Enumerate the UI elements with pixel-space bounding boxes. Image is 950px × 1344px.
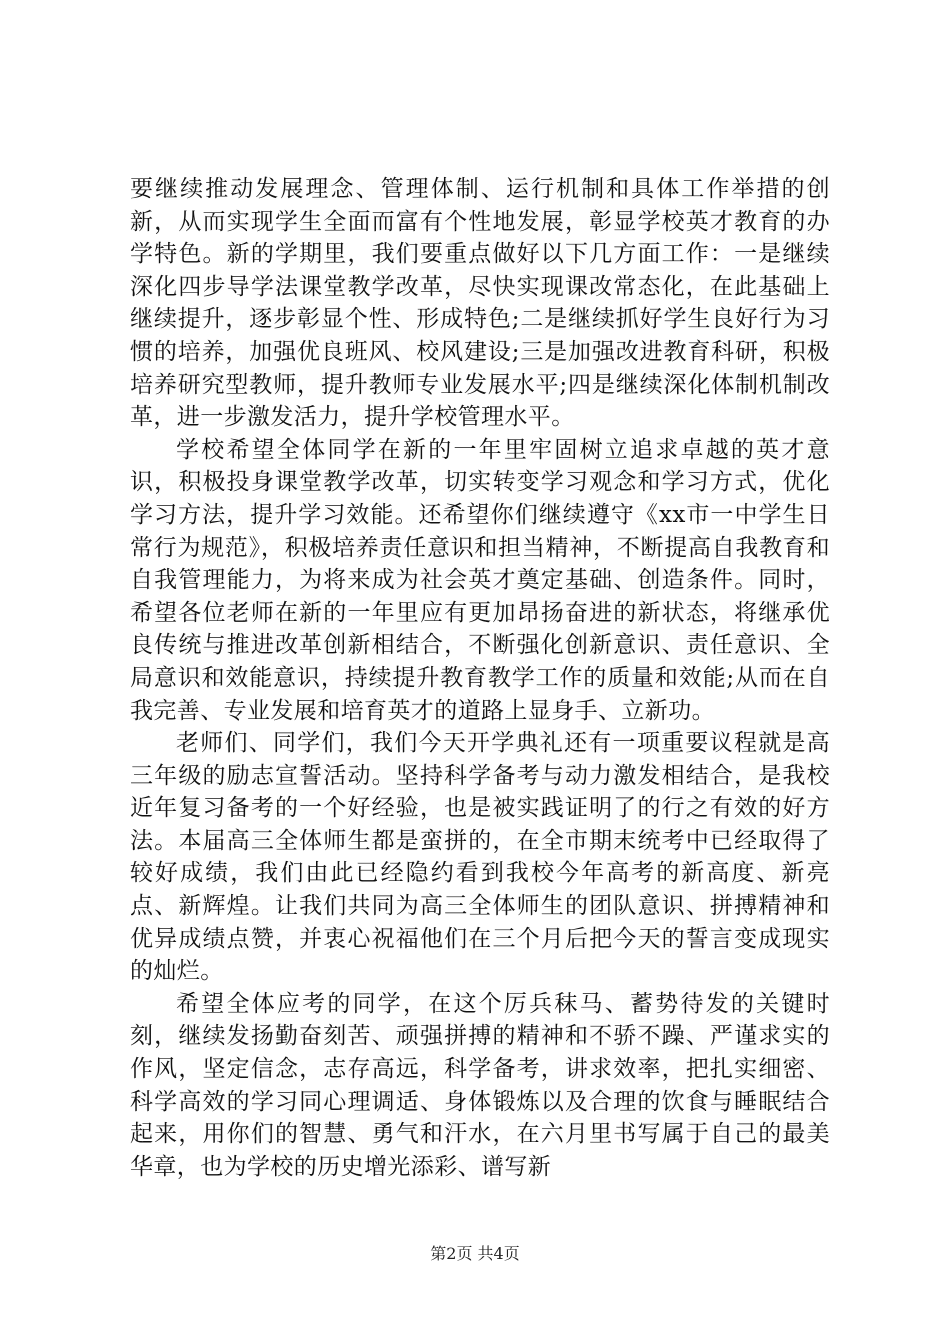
page-footer: 第2页 共4页	[430, 1244, 520, 1263]
paragraph-1: 要继续推动发展理念、管理体制、运行机制和具体工作举措的创新，从而实现学生全面而富有个性地发展，彰显学校英才教育的办学特色。新的学期里，我们要重点做好以下几方面工作：一是继续深化四步导学法课堂教学改革，尽快实现课改常态化，在此基础上继续提升，逐步彰显个性、形成特色;二是继续抓好学生良好行为习惯的培养，加强优良班风、校风建设;三是加强改进教育科研，积极培养研究型教师，提升教师专业发展水平;四是继续深化体制机制改革，进一步激发活力，提升学校管理水平。	[130, 176, 830, 431]
paragraph-2: 学校希望全体同学在新的一年里牢固树立追求卓越的英才意识，积极投身课堂教学改革，切实转变学习观念和学习方式，优化学习方法，提升学习效能。还希望你们继续遵守《xx市一中学生日常行为规范》，积极培养责任意识和担当精神，不断提高自我教育和自我管理能力，为将来成为社会英才奠定基础、创造条件。同时，希望各位老师在新的一年里应有更加昂扬奋进的新状态，将继承优良传统与推进改革创新相结合，不断强化创新意识、责任意识、全局意识和效能意识，持续提升教育教学工作的质量和效能;从而在自我完善、专业发展和培育英才的道路上显身手、立新功。	[130, 436, 830, 724]
paragraph-4: 希望全体应考的同学，在这个厉兵秣马、蓄势待发的关键时刻，继续发扬勤奋刻苦、顽强拼搏的精神和不骄不躁、严谨求实的作风，坚定信念，志存高远，科学备考，讲求效率，把扎实细密、科学高效的学习同心理调适、身体锻炼以及合理的饮食与睡眠结合起来，用你们的智慧、勇气和汗水，在六月里书写属于自己的最美华章，也为学校的历史增光添彩、谱写新	[130, 990, 830, 1180]
body-text	[130, 173, 830, 1183]
paragraph-3: 老师们、同学们，我们今天开学典礼还有一项重要议程就是高三年级的励志宣誓活动。坚持科学备考与动力激发相结合，是我校近年复习备考的一个好经验，也是被实践证明了的行之有效的好方法。本届高三全体师生都是蛮拼的，在全市期末统考中已经取得了较好成绩，我们由此已经隐约看到我校今年高考的新高度、新亮点、新辉煌。让我们共同为高三全体师生的团队意识、拼搏精神和优异成绩点赞，并衷心祝福他们在三个月后把今天的誓言变成现实的灿烂。	[130, 730, 830, 985]
